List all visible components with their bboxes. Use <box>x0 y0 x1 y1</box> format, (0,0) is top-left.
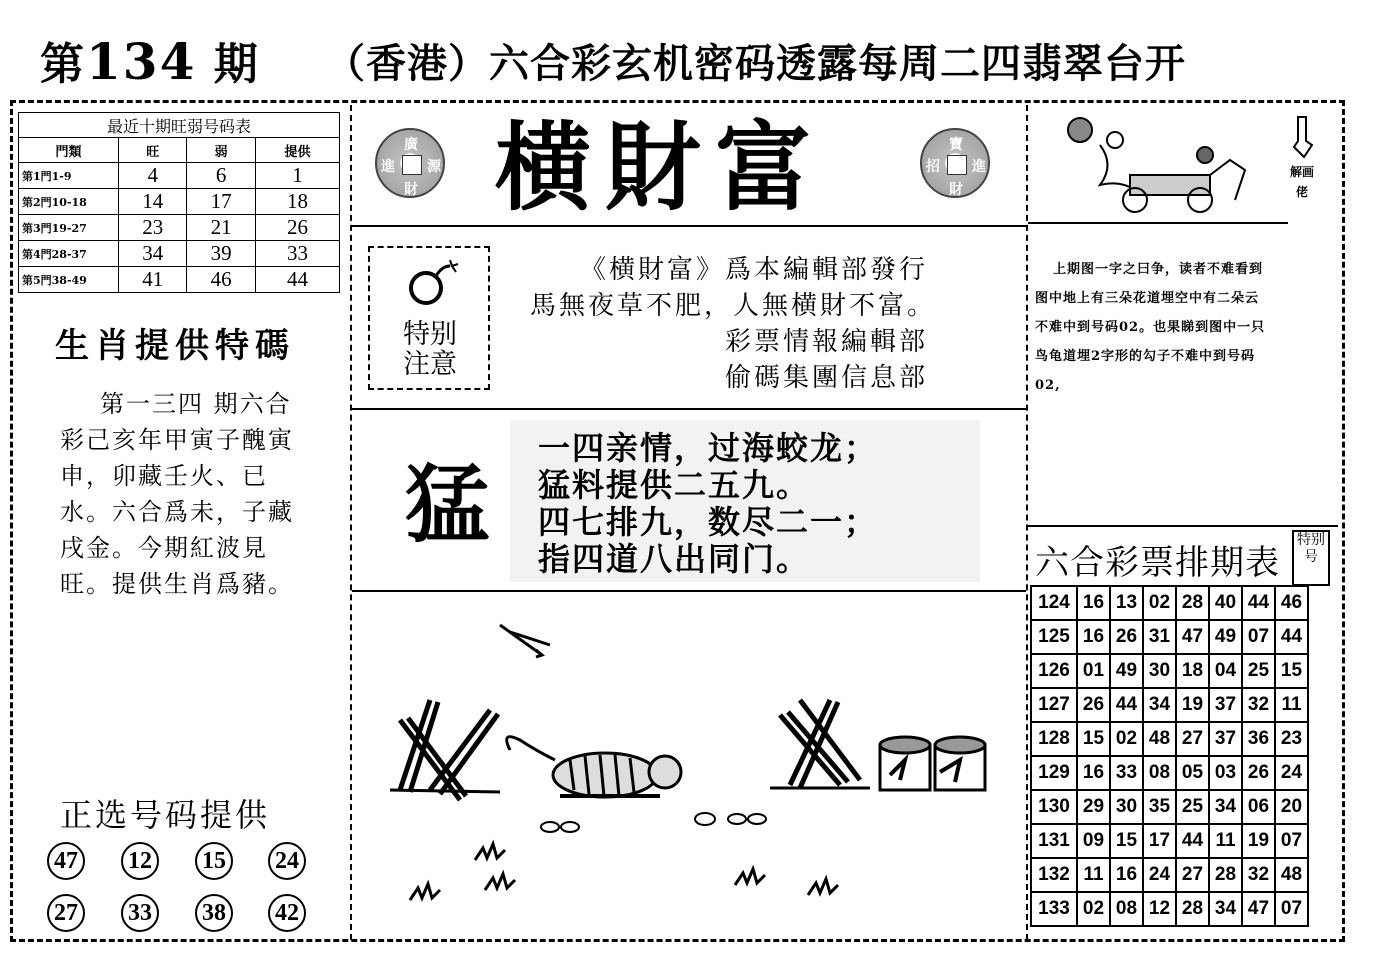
number-cell: 08 <box>1110 892 1143 926</box>
number-cell: 28 <box>1176 586 1209 620</box>
crossed-sticks-right-icon <box>770 700 870 788</box>
masthead-title: 横財富 <box>495 111 825 224</box>
number-cell: 36 <box>1242 722 1275 756</box>
special-number-label: 特别号 <box>1292 530 1330 586</box>
number-cell: 25 <box>1176 790 1209 824</box>
pick-ball: 33 <box>121 894 159 932</box>
hint-label: 解画佬 <box>1289 165 1314 199</box>
coin-right-icon <box>920 128 990 198</box>
bomb-icon <box>404 256 460 308</box>
number-cell: 27 <box>1176 722 1209 756</box>
issue-cell: 132 <box>1031 858 1077 892</box>
number-cell: 37 <box>1209 722 1242 756</box>
picks-title: 正选号码提供 <box>60 796 271 834</box>
flowers-icon <box>541 813 766 832</box>
number-cell: 08 <box>1143 756 1176 790</box>
schedule-table <box>1030 585 1309 927</box>
number-cell: 44 <box>1110 688 1143 722</box>
issue-cell: 133 <box>1031 892 1077 926</box>
number-cell: 47 <box>1242 892 1275 926</box>
schedule-title: 六合彩票排期表 <box>1035 543 1280 583</box>
number-cell: 18 <box>1176 654 1209 688</box>
table-row <box>1031 824 1308 858</box>
divider-hint <box>1028 222 1288 224</box>
divider-mast <box>352 225 1026 227</box>
coin-char: 寶 <box>949 137 963 153</box>
number-cell: 15 <box>1077 722 1110 756</box>
issue-cell: 127 <box>1031 688 1077 722</box>
issue-cell: 128 <box>1031 722 1077 756</box>
special-number-cell: 23 <box>1275 722 1308 756</box>
issue-number: 134 <box>86 32 197 91</box>
cell-wang: 41 <box>119 267 187 293</box>
special-number-cell: 48 <box>1275 858 1308 892</box>
hint-text <box>1035 255 1335 400</box>
stats-header: 弱 <box>187 138 255 163</box>
table-row <box>1031 858 1308 892</box>
meng-character: 猛 <box>405 456 490 554</box>
cell-ruo: 39 <box>187 241 255 267</box>
number-cell: 44 <box>1242 586 1275 620</box>
coin-char: 財 <box>404 182 418 198</box>
notice-label-line: 特别 <box>403 319 457 350</box>
number-cell: 30 <box>1143 654 1176 688</box>
number-cell: 33 <box>1110 756 1143 790</box>
stats-table <box>18 112 340 293</box>
row-label: 第2門10-18 <box>19 189 119 215</box>
coin-char: 進 <box>381 159 395 175</box>
issue-cell: 131 <box>1031 824 1077 858</box>
divider-left <box>350 105 352 940</box>
number-cell: 11 <box>1209 824 1242 858</box>
hint-line: 不难中到号码02。也果睇到图中一只 <box>1035 320 1266 335</box>
issue-cell: 125 <box>1031 620 1077 654</box>
zodiac-line: 戌金。今期紅波見 <box>60 534 268 562</box>
table-row <box>19 267 340 293</box>
cell-tigong: 1 <box>255 163 339 189</box>
grass-icon <box>410 844 838 900</box>
cell-tigong: 26 <box>255 215 339 241</box>
number-cell: 13 <box>1110 586 1143 620</box>
cell-tigong: 18 <box>255 189 339 215</box>
number-cell: 40 <box>1209 586 1242 620</box>
cell-tigong: 33 <box>255 241 339 267</box>
arrows-icon <box>500 625 550 657</box>
pick-ball: 12 <box>121 842 159 880</box>
number-cell: 47 <box>1176 620 1209 654</box>
number-cell: 11 <box>1077 858 1110 892</box>
number-cell: 02 <box>1077 892 1110 926</box>
issue-prefix: 第 <box>40 39 86 90</box>
number-cell: 49 <box>1209 620 1242 654</box>
hint-line: 02, <box>1035 378 1061 393</box>
divider-poem <box>352 590 1026 592</box>
table-row <box>19 189 340 215</box>
issue-cell: 129 <box>1031 756 1077 790</box>
zodiac-line: 旺。提供生肖爲豬。 <box>60 570 294 598</box>
notice-line: 彩票情報編輯部 <box>725 327 929 357</box>
pick-ball: 47 <box>47 842 85 880</box>
tiger-icon <box>507 737 681 797</box>
number-cell: 07 <box>1242 620 1275 654</box>
table-row <box>1031 688 1308 722</box>
number-cell: 16 <box>1077 756 1110 790</box>
issue-heading <box>40 28 260 92</box>
special-number-cell: 07 <box>1275 892 1308 926</box>
special-number-cell: 15 <box>1275 654 1308 688</box>
number-cell: 16 <box>1077 586 1110 620</box>
number-cell: 34 <box>1143 688 1176 722</box>
pointing-hand-icon <box>1290 115 1316 159</box>
stats-header: 旺 <box>119 138 187 163</box>
cart-illustration <box>1060 110 1260 215</box>
number-cell: 19 <box>1176 688 1209 722</box>
table-row <box>1031 790 1308 824</box>
zodiac-paragraph <box>60 386 320 602</box>
number-cell: 44 <box>1176 824 1209 858</box>
row-label: 第5門38-49 <box>19 267 119 293</box>
number-cell: 05 <box>1176 756 1209 790</box>
number-cell: 48 <box>1143 722 1176 756</box>
drums-icon <box>880 737 985 790</box>
number-cell: 16 <box>1077 620 1110 654</box>
number-cell: 28 <box>1176 892 1209 926</box>
number-cell: 32 <box>1242 858 1275 892</box>
poem-line: 一四亲情，过海蛟龙； <box>538 429 879 467</box>
pick-ball: 42 <box>268 894 306 932</box>
cell-wang: 23 <box>119 215 187 241</box>
number-cell: 03 <box>1209 756 1242 790</box>
notice-line: 偷碼集團信息部 <box>725 363 929 393</box>
number-cell: 12 <box>1143 892 1176 926</box>
notice-label <box>385 320 475 380</box>
number-cell: 37 <box>1209 688 1242 722</box>
cell-ruo: 17 <box>187 189 255 215</box>
pick-ball: 27 <box>47 894 85 932</box>
table-row <box>19 163 340 189</box>
cell-ruo: 21 <box>187 215 255 241</box>
poem-text <box>538 430 878 578</box>
number-cell: 26 <box>1110 620 1143 654</box>
pick-ball: 15 <box>195 842 233 880</box>
stats-caption: 最近十期旺弱号码表 <box>19 113 340 138</box>
notice-label-line: 注意 <box>403 349 457 380</box>
hint-line: 图中地上有三朵花道埋空中有二朵云 <box>1035 291 1260 306</box>
riddle-illustration <box>360 600 1020 930</box>
poem-line: 四七排九，数尽二一； <box>538 503 879 541</box>
cell-ruo: 46 <box>187 267 255 293</box>
number-cell: 16 <box>1110 858 1143 892</box>
table-row <box>1031 756 1308 790</box>
page-title: （香港）六合彩玄机密码透露每周二四翡翠台开 <box>325 40 1186 87</box>
row-label: 第1門1-9 <box>19 163 119 189</box>
zodiac-line: 申，卯藏壬火、已 <box>60 462 268 490</box>
coin-left-icon <box>375 128 445 198</box>
notice-line: 馬無夜草不肥，人無横財不富。 <box>530 291 937 321</box>
coin-char: 進 <box>972 159 986 175</box>
issue-cell: 130 <box>1031 790 1077 824</box>
hint-line: 鸟龟道埋2字形的勾子不难中到号码 <box>1035 349 1256 364</box>
special-number-cell: 20 <box>1275 790 1308 824</box>
special-number-cell: 07 <box>1275 824 1308 858</box>
special-number-cell: 24 <box>1275 756 1308 790</box>
pick-ball: 38 <box>195 894 233 932</box>
cell-wang: 4 <box>119 163 187 189</box>
number-cell: 31 <box>1143 620 1176 654</box>
number-cell: 09 <box>1077 824 1110 858</box>
issue-suffix: 期 <box>213 39 260 90</box>
number-cell: 19 <box>1242 824 1275 858</box>
coin-hole <box>402 155 422 175</box>
row-label: 第4門28-37 <box>19 241 119 267</box>
cell-ruo: 6 <box>187 163 255 189</box>
table-row <box>1031 586 1308 620</box>
number-cell: 32 <box>1242 688 1275 722</box>
row-label: 第3門19-27 <box>19 215 119 241</box>
zodiac-line: 彩己亥年甲寅子醜寅 <box>60 426 294 454</box>
number-cell: 29 <box>1077 790 1110 824</box>
number-cell: 24 <box>1143 858 1176 892</box>
pick-ball: 24 <box>268 842 306 880</box>
issue-cell: 126 <box>1031 654 1077 688</box>
issue-cell: 124 <box>1031 586 1077 620</box>
coin-char: 財 <box>949 182 963 198</box>
hint-line: 上期图一字之曰争，读者不难看到 <box>1053 262 1264 277</box>
cell-wang: 34 <box>119 241 187 267</box>
stats-header: 門類 <box>19 138 119 163</box>
crossed-sticks-left-icon <box>390 700 500 800</box>
notice-text <box>530 252 936 396</box>
number-cell: 15 <box>1110 824 1143 858</box>
number-cell: 27 <box>1176 858 1209 892</box>
coin-char: 源 <box>427 159 441 175</box>
special-number-cell: 44 <box>1275 620 1308 654</box>
special-number-cell: 46 <box>1275 586 1308 620</box>
zodiac-line: 第一三四 期六合 <box>100 390 292 418</box>
special-number-cell: 11 <box>1275 688 1308 722</box>
poem-line: 指四道八出同门。 <box>538 540 811 578</box>
number-cell: 04 <box>1209 654 1242 688</box>
table-row <box>19 215 340 241</box>
zodiac-line: 水。六合爲未，子藏 <box>60 498 294 526</box>
zodiac-title: 生肖提供特碼 <box>55 326 295 366</box>
cell-tigong: 44 <box>255 267 339 293</box>
number-cell: 17 <box>1143 824 1176 858</box>
divider-right <box>1026 105 1028 940</box>
divider-notice <box>352 408 1026 410</box>
number-cell: 28 <box>1209 858 1242 892</box>
table-row <box>1031 892 1308 926</box>
coin-char: 招 <box>926 159 940 175</box>
table-row <box>1031 620 1308 654</box>
table-row <box>19 241 340 267</box>
coin-hole <box>947 155 967 175</box>
number-cell: 02 <box>1143 586 1176 620</box>
number-cell: 25 <box>1242 654 1275 688</box>
coin-char: 廣 <box>404 137 418 153</box>
number-cell: 26 <box>1242 756 1275 790</box>
number-cell: 30 <box>1110 790 1143 824</box>
poem-line: 猛料提供二五九。 <box>538 466 811 504</box>
number-cell: 35 <box>1143 790 1176 824</box>
stats-header: 提供 <box>255 138 339 163</box>
number-cell: 01 <box>1077 654 1110 688</box>
number-cell: 34 <box>1209 790 1242 824</box>
number-cell: 26 <box>1077 688 1110 722</box>
notice-line: 《横財富》爲本編輯部發行 <box>580 255 929 285</box>
number-cell: 06 <box>1242 790 1275 824</box>
number-cell: 34 <box>1209 892 1242 926</box>
table-row <box>1031 722 1308 756</box>
number-cell: 49 <box>1110 654 1143 688</box>
number-cell: 02 <box>1110 722 1143 756</box>
cell-wang: 14 <box>119 189 187 215</box>
divider-schedule <box>1028 525 1338 527</box>
table-row <box>1031 654 1308 688</box>
